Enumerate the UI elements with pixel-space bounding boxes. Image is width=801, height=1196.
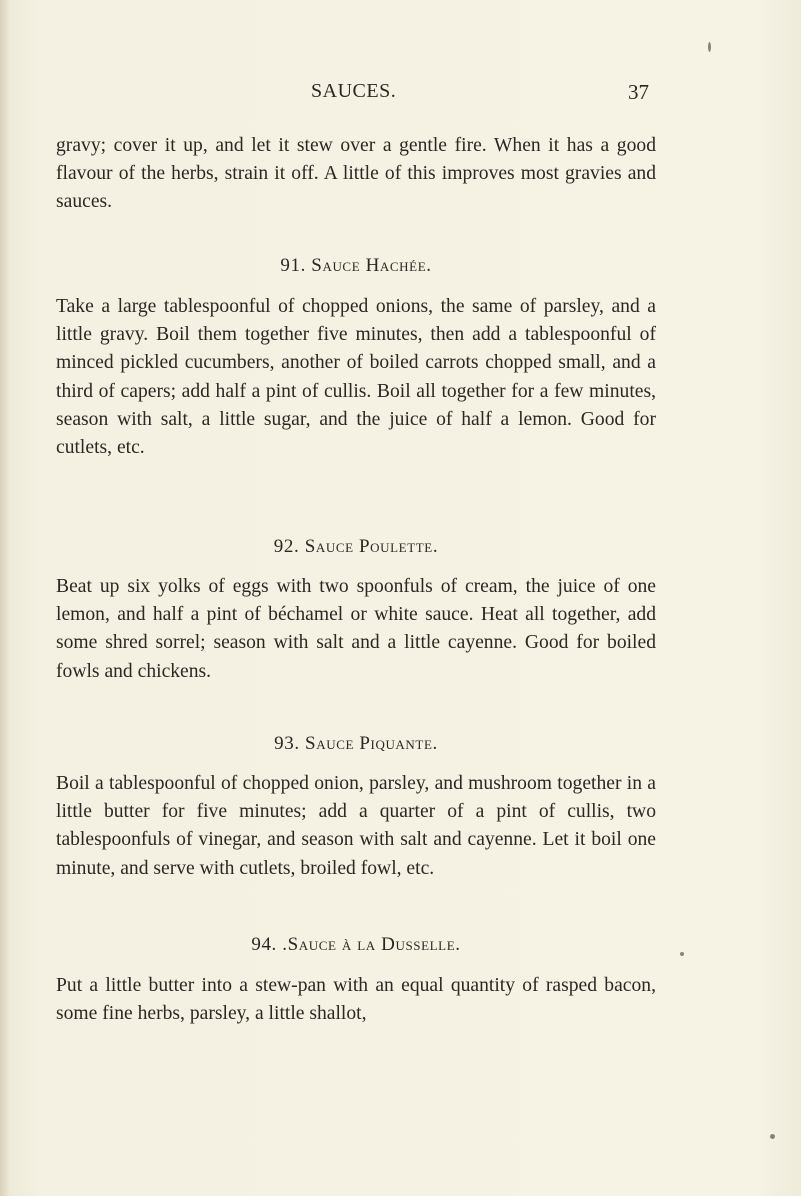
paper-speck [770,1134,775,1139]
paper-speck [708,42,711,52]
recipe-body-91 [56,293,656,525]
recipe-body-94 [56,972,656,1042]
paper-speck [680,952,684,956]
running-head [56,80,656,106]
recipe-heading-91: 91. Sauce Hachée. [280,255,432,276]
recipe-body-92-text: Beat up six yolks of eggs with two spoonfuls of cream, the juice of one lemon, and half a pint of béchamel or white sauce. Heat all together, add some shred sorrel; season with salt and a little cayenne. Good for boiled fowls and chickens. [56,576,656,682]
recipe-body-93 [56,770,656,920]
page-number: 37 [628,80,649,104]
binding-edge [0,0,9,1196]
intro-paragraph-text: gravy; cover it up, and let it stew over a gentle fire. When it has a good flavour of the herbs, strain it off. A little of this improves most gravies and sauces. [56,135,656,213]
recipe-heading-94: 94. .Sauce à la Dusselle. [251,934,461,955]
recipe-body-93-text: Boil a tablespoonful of chopped onion, parsley, and mushroom together in a little butter for five minutes; add a quarter of a pint of cullis, two tablespoonfuls of vinegar, and season with salt and cayenne. Let it boil one minute, and serve with cutlets, broiled fowl, etc. [56,773,656,879]
recipe-body-94-text: Put a little butter into a stew-pan with an equal quantity of rasped bacon, some fine herbs, parsley, a little shallot, [56,975,656,1025]
recipe-heading-92: 92. Sauce Poulette. [273,536,439,557]
recipe-body-92 [56,573,656,723]
intro-paragraph [56,132,656,222]
recipe-heading-93: 93. Sauce Piquante. [274,733,438,754]
running-head-title: SAUCES. [311,80,397,102]
recipe-body-91-text: Take a large tablespoonful of chopped onions, the same of parsley, and a little gravy. Boil them together five minutes, then add a tablespoonful of minced pickled cucumbers, another of boiled carrots chopped small, and a third of capers; add half a pint of cullis. Boil all together for a few minutes, season with salt, a little sugar, and the juice of half a lemon. Good for cutlets, etc. [56,296,656,459]
